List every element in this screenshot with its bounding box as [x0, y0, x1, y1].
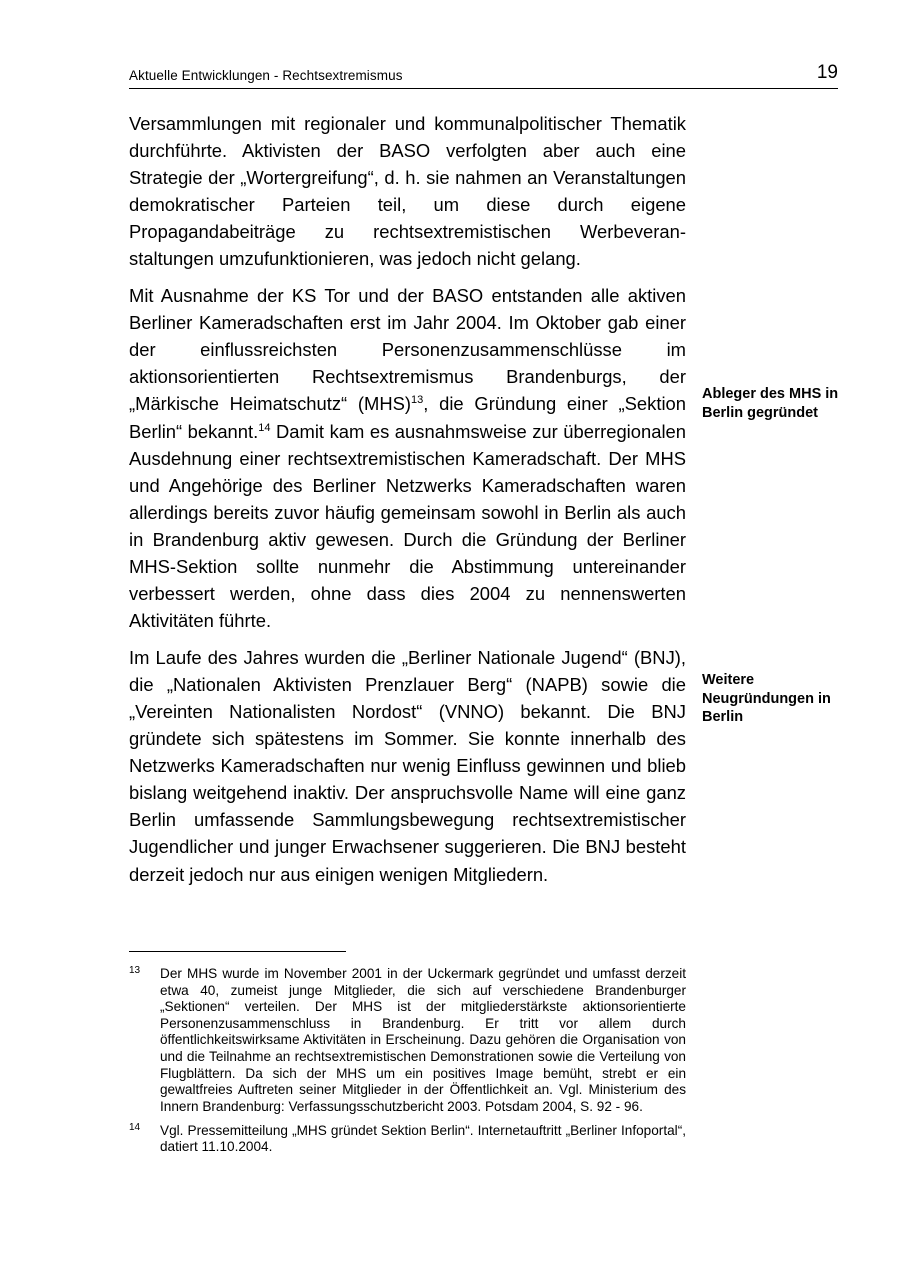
paragraph-2-part-a: Mit Ausnahme der KS Tor und der BASO entstanden alle aktiven Berliner Kameradschaften erst im Jahr 2004. Im Oktober gab einer der einflussreichsten Personenzusammenschlüsse im aktionsorientierten Rechtsextremismus Brandenburgs, der „Märkische Heimatschutz“ (MHS): [129, 285, 686, 415]
footnote-13: [129, 966, 686, 1115]
footnotes: [129, 966, 686, 1164]
paragraph-2-part-c: Damit kam es ausnahmsweise zur überregionalen Ausdehnung einer rechtsextremistischen Kameradschaft. Der MHS und Angehörige des Berliner Netzwerks Kameradschaften waren allerdings bereits zuvor häufig gemeinsam sowohl in Berlin als auch in Brandenburg aktiv gewesen. Durch die Gründung der Berliner MHS-Sektion sollte nunmehr die Abstimmung untereinander verbessert werden, ohne dass dies 2004 zu nennenswerten Aktivitäten führte.: [129, 420, 686, 632]
footnote-number: 13: [129, 965, 141, 976]
page-number: 19: [816, 62, 838, 83]
margin-note-mhs: Ableger des MHS in Berlin gegründet: [702, 386, 839, 421]
footnote-text: Der MHS wurde im November 2001 in der Uckermark gegründet und umfasst derzeit etwa 40, zumeist junge Mitglieder, die sich auf verschiedene Brandenburger „Sektionen“ verteilen. Der MHS ist der mitgliederstärkste aktionsorientierte Personenzusammenschluss in Brandenburg. Er tritt vor allem durch öffentlichkeitswirksame Aktivitäten in Erscheinung. Dazu gehören die Organisation von und die Teilnahme an rechtsextremistischen Demonstrationen sowie die Verteilung von Flugblättern. Da sich der MHS um ein positives Image bemüht, strebt er ein gewaltfreies Auftreten seiner Mitglieder in der Öffentlichkeit an. Vgl. Ministerium des Innern Brandenburg: Verfassungsschutzbericht 2003. Potsdam 2004, S. 92 - 96.: [160, 966, 686, 1114]
paragraph-3: Im Laufe des Jahres wurden die „Berliner Nationale Jugend“ (BNJ), die „Nationalen Aktivisten Prenzlauer Berg“ (NAPB) sowie die „Vereinten Nationalisten Nordost“ (VNNO) bekannt. Die BNJ gründete sich spätestens im Sommer. Sie konnte innerhalb des Netzwerks Kameradschaften nur wenig Einfluss gewinnen und blieb bislang weitgehend inaktiv. Der anspruchsvolle Name will eine ganz Berlin umfassende Sammlungsbewegung rechtsextremistischer Jugendlicher und junger Erwachsener suggerieren. Die BNJ besteht derzeit jedoch nur aus einigen wenigen Mitgliedern.: [129, 646, 686, 885]
footnote-14: [129, 1123, 686, 1156]
paragraph-2-part-b: , die Gründung einer „Sektion Berlin“ bekannt.: [129, 393, 686, 442]
footnote-ref-13[interactable]: 13: [411, 394, 424, 407]
running-header: [129, 62, 838, 89]
margin-note-new-groups: Weitere Neugründungen in Berlin: [702, 672, 831, 725]
paragraph-2: [129, 282, 686, 634]
footnote-separator: [129, 951, 346, 952]
main-text: [129, 110, 686, 897]
footnote-number: 14: [129, 1121, 141, 1133]
footnote-text: Vgl. Pressemitteilung „MHS gründet Sektion Berlin“. Internetauftritt „Berliner Infoportal“, datiert 11.10.2004.: [160, 1122, 686, 1155]
footnote-ref-14[interactable]: 14: [258, 421, 271, 434]
paragraph-1: Versammlungen mit regionaler und kommunalpolitischer Thematik durchführte. Aktivisten der BASO verfolgten aber auch eine Strategie der „Wortergreifung“, d. h. sie nahmen an Veranstaltungen demokratischer Parteien teil, um diese durch eigene Propagandabeiträge zu rechtsextremistischen Werbeveranstaltungen umzufunktionieren, was jedoch nicht gelang.: [129, 113, 686, 270]
header-title: Aktuelle Entwicklungen - Rechtsextremismus: [129, 68, 403, 83]
